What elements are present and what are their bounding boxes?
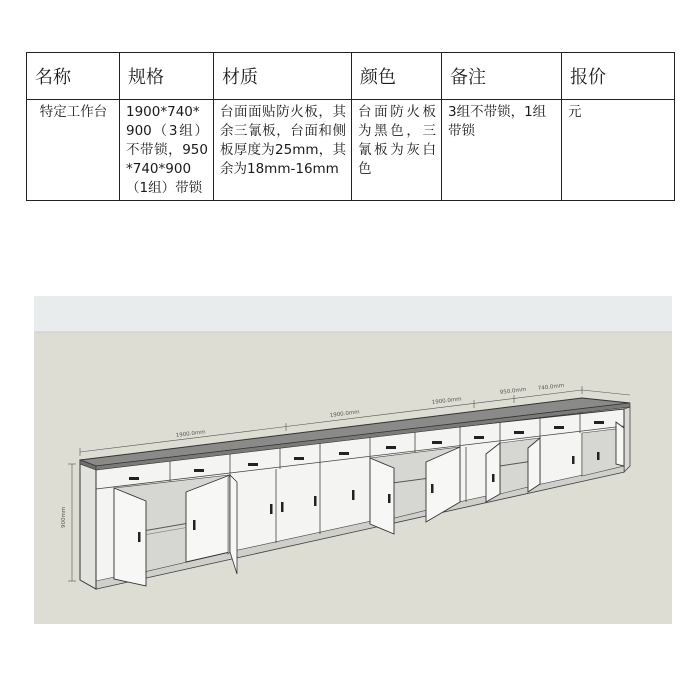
workbench-render bbox=[34, 296, 672, 624]
dim-label-5: 740.0mm bbox=[537, 382, 565, 392]
header-material: 材质 bbox=[214, 53, 352, 100]
header-name: 名称 bbox=[27, 53, 120, 100]
table-header-row bbox=[27, 53, 675, 100]
cell-spec: 1900*740*900（3组）不带锁，950*740*900（1组）带锁 bbox=[120, 100, 214, 201]
dim-label-2: 1900.0mm bbox=[329, 409, 360, 419]
header-spec: 规格 bbox=[120, 53, 214, 100]
cell-remark: 3组不带锁，1组带锁 bbox=[442, 100, 562, 201]
cell-color: 台面防火板为黑色，三氰板为灰白色 bbox=[352, 100, 442, 201]
header-color: 颜色 bbox=[352, 53, 442, 100]
cell-name: 特定工作台 bbox=[27, 100, 120, 201]
end-panel-left bbox=[80, 460, 96, 589]
end-panel-right bbox=[624, 407, 630, 472]
header-remark: 备注 bbox=[442, 53, 562, 100]
cell-material: 台面面贴防火板，其余三氰板，台面和侧板厚度为25mm，其余为18mm-16mm bbox=[214, 100, 352, 201]
open-door-5 bbox=[616, 422, 624, 466]
dim-label-4: 950.0mm bbox=[499, 386, 527, 396]
dim-label-height: 900mm bbox=[61, 506, 67, 528]
header-price: 报价 bbox=[562, 53, 675, 100]
workbench-drawing bbox=[34, 296, 672, 624]
dim-label-1: 1900.0mm bbox=[175, 429, 206, 439]
table-row bbox=[27, 100, 675, 201]
open-door-1 bbox=[114, 488, 146, 586]
dim-label-3: 1900.0mm bbox=[431, 396, 462, 406]
sky-band bbox=[34, 296, 672, 332]
cell-price: 元 bbox=[562, 100, 675, 201]
spec-table bbox=[26, 52, 675, 201]
